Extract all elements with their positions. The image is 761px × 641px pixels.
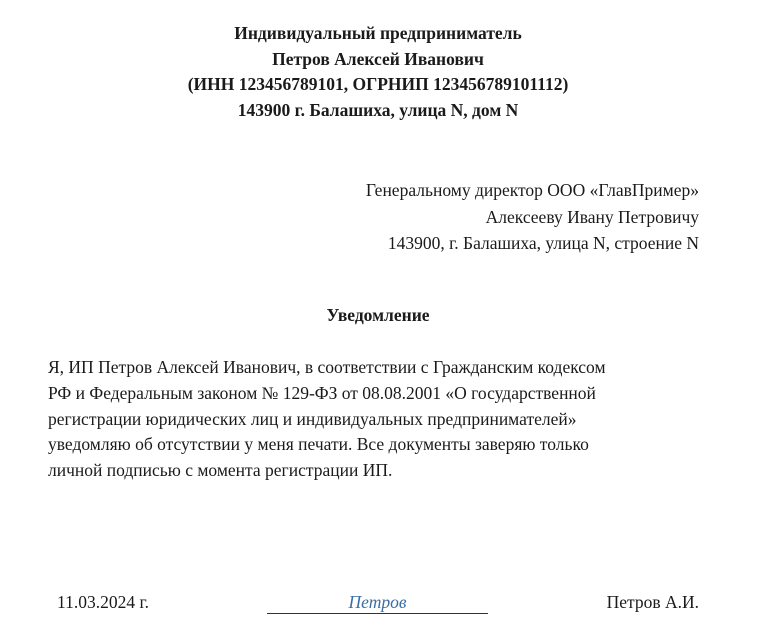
body-line: личной подписью с момента регистрации ИП. — [48, 460, 393, 481]
sender-address: 143900 г. Балашиха, улица N, дом N — [237, 99, 519, 120]
body-line: уведомляю об отсутствии у меня печати. Все документы заверяю только — [48, 434, 589, 455]
body-line: Я, ИП Петров Алексей Иванович, в соответствии с Гражданским кодексом — [48, 357, 606, 377]
sender-ids: (ИНН 123456789101, ОГРНИП 123456789101112) — [187, 74, 569, 94]
addressee-block — [366, 177, 699, 257]
sender-header — [0, 21, 756, 123]
addressee-name: Алексееву Ивану Петровичу — [485, 206, 699, 227]
addressee-position: Генеральному директор ООО «ГлавПример» — [365, 180, 699, 200]
addressee-address: 143900, г. Балашиха, улица N, строение N — [387, 233, 699, 253]
document-title: Уведомление — [326, 305, 430, 325]
signature-line — [267, 613, 488, 614]
signer-name: Петров А.И. — [606, 592, 699, 612]
signature-date: 11.03.2024 г. — [57, 592, 150, 612]
notice-body — [48, 355, 708, 484]
body-line: регистрации юридических лиц и индивидуальных предпринимателей» — [48, 408, 577, 429]
handwritten-signature: Петров — [348, 592, 407, 612]
sender-name: Петров Алексей Иванович — [272, 48, 484, 69]
body-line: РФ и Федеральным законом № 129-ФЗ от 08.08.2001 «О государственной — [48, 382, 596, 403]
sender-title: Индивидуальный предприниматель — [234, 23, 522, 43]
